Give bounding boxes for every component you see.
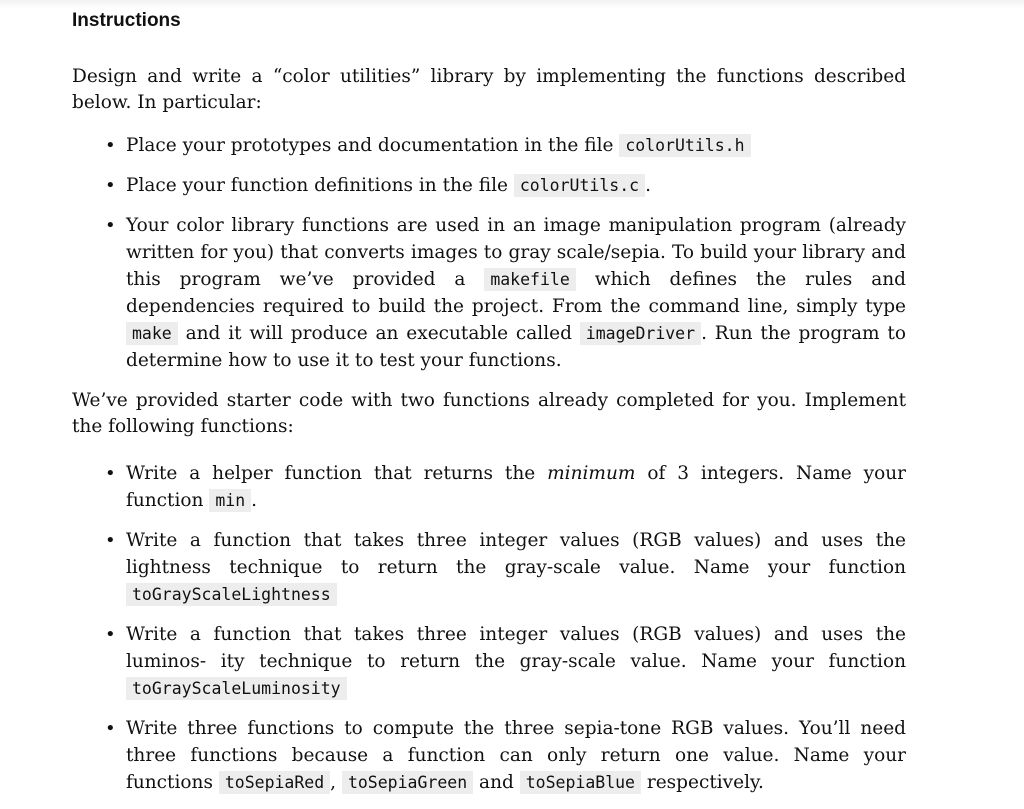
bullet-icon: • — [105, 175, 116, 196]
bullet-icon: • — [105, 135, 116, 156]
make-command-code: make — [126, 322, 178, 345]
list-item: • Place your prototypes and documentation in the file colorUtils.h — [72, 132, 906, 159]
function-name-code: toSepiaRed — [219, 771, 330, 794]
function-name-code: toGrayScaleLuminosity — [126, 677, 347, 700]
list-item: • Place your function definitions in the file colorUtils.c . — [72, 172, 906, 199]
starter-paragraph: We’ve provided starter code with two functions already completed for you. Implement the following functions: — [72, 390, 906, 437]
bullet-icon: • — [105, 215, 116, 236]
functions-list — [72, 460, 906, 809]
intro-paragraph: Design and write a “color utilities” library by implementing the functions described below. In particular: — [72, 66, 906, 113]
list-item: • Write a helper function that returns the minimum of 3 integers. Name your function min . — [72, 460, 906, 514]
list-item: • Your color library functions are used in an image manipulation program (already written for you) that converts images to gray scale/sepia. To build your library and this program we’ve provided a makefile which defines the rules and dependencies required to build the project. From the command line, simply type make and it will produce an executable called imageDriver . Run the program to determine how to use it to test your functions. — [72, 212, 906, 374]
bullet-icon: • — [105, 463, 116, 484]
bullet-icon: • — [105, 530, 116, 551]
requirements-list — [72, 132, 906, 387]
top-shadow-bar — [0, 0, 1024, 8]
function-name-code: min — [209, 489, 251, 512]
bullet-icon: • — [105, 624, 116, 645]
executable-code: imageDriver — [580, 322, 701, 345]
list-item: • Write a function that takes three integer values (RGB values) and uses the luminos- ity technique to return the gray-scale value. Name your function toGrayScaleLuminosity — [72, 621, 906, 702]
function-name-code: toGrayScaleLightness — [126, 583, 337, 606]
list-item: • Write a function that takes three integer values (RGB values) and uses the lightness technique to return the gray-scale value. Name your function toGrayScaleLightness — [72, 527, 906, 608]
filename-code: colorUtils.c — [514, 174, 645, 197]
function-name-code: toSepiaGreen — [342, 771, 473, 794]
list-item: • Write three functions to compute the three sepia-tone RGB values. You’ll need three functions because a function can only return one value. Name your functions toSepiaRed , toSepiaGreen and toSepiaBlue respectively. — [72, 715, 906, 796]
filename-code: colorUtils.h — [619, 134, 750, 157]
makefile-code: makefile — [484, 268, 575, 291]
page-title: Instructions — [72, 10, 181, 31]
function-name-code: toSepiaBlue — [520, 771, 641, 794]
bullet-icon: • — [105, 718, 116, 739]
